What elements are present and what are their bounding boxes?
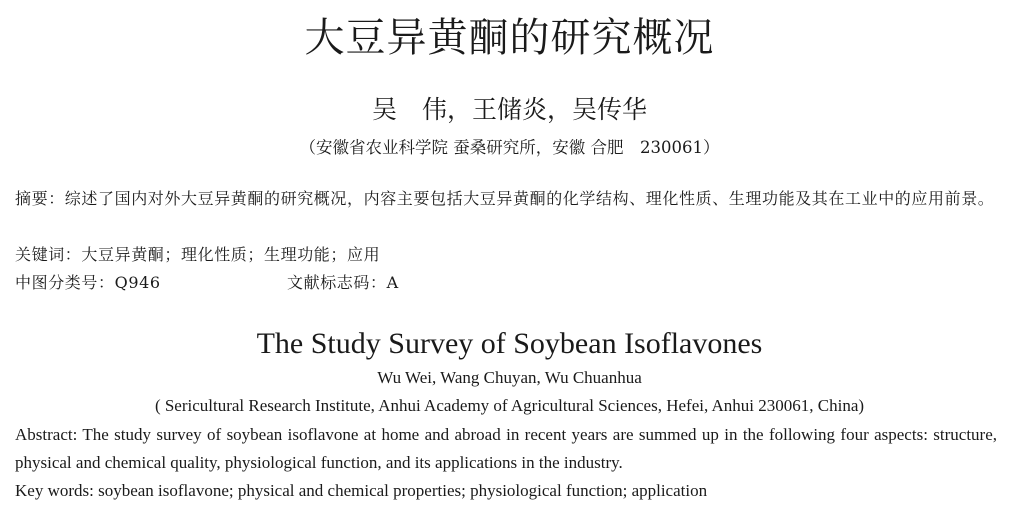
chinese-classification-number: 中图分类号：Q946 xyxy=(15,273,161,292)
english-title: The Study Survey of Soybean Isoflavones xyxy=(256,327,763,360)
english-abstract: Abstract: The study survey of soybean isoflavone at home and abroad in recent years are summed up in the following four aspects: structure, physical and chemical quality, physiological function, and its applications in the industry. xyxy=(15,425,997,472)
chinese-document-code: 文献标志码：A xyxy=(287,273,399,292)
chinese-authors: 吴 伟，王储炎，吴传华 xyxy=(371,95,647,124)
english-authors: Wu Wei, Wang Chuyan, Wu Chuanhua xyxy=(377,368,642,387)
chinese-abstract: 摘要：综述了国内对外大豆异黄酮的研究概况，内容主要包括大豆异黄酮的化学结构、理化性质、生理功能及其在工业中的应用前景。 xyxy=(15,189,995,208)
chinese-keywords: 关键词：大豆异黄酮；理化性质；生理功能；应用 xyxy=(15,245,381,264)
english-affiliation: ( Sericultural Research Institute, Anhui Academy of Agricultural Sciences, Hefei, Anhui 230061, China) xyxy=(154,396,865,415)
english-keywords: Key words: soybean isoflavone; physical and chemical properties; physiological function; application xyxy=(15,481,708,500)
chinese-affiliation: （安徽省农业科学院 蚕桑研究所，安徽 合肥 230061） xyxy=(299,138,720,157)
chinese-title: 大豆异黄酮的研究概况 xyxy=(304,15,715,61)
